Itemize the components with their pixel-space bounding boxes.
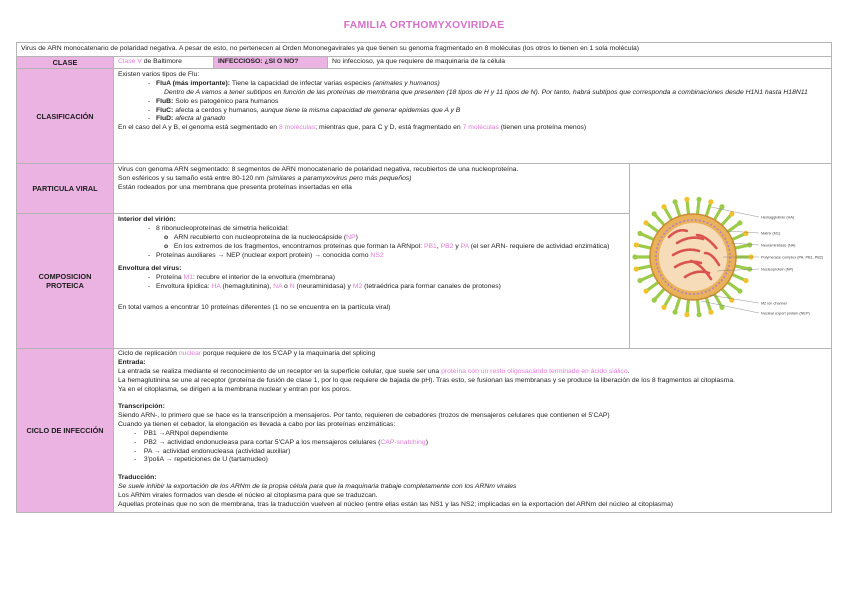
- particula-content: [114, 164, 630, 214]
- diagram-label: Polymerase complex (PA, PB1, PB2): [760, 255, 823, 260]
- spike-head: [661, 305, 666, 310]
- spike-head: [743, 278, 748, 283]
- interior-i1: - 8 ribonucleoproteínas de simetría helicoidal:: [148, 225, 289, 233]
- flud-italic: afecta al ganado: [173, 115, 226, 123]
- e2-na: NA: [273, 283, 283, 291]
- spike-stem: [734, 266, 748, 269]
- spike-stem: [721, 216, 730, 226]
- e1-a: Proteína: [155, 274, 184, 282]
- spike-stem: [675, 204, 679, 217]
- spike-stem: [641, 235, 654, 241]
- i1a-b: ): [355, 233, 358, 241]
- ciclo-c1: [118, 350, 827, 359]
- e2-e: (tetraédrica para formar canales de protones): [362, 283, 501, 291]
- trans-1: Siendo ARN-, lo primero que se hace es la transcripción a mensajeros. Por tanto, requieren de cebadores (trozos de mensajeros celulares que contienen el 5'CAP): [118, 412, 610, 420]
- spike-head: [661, 204, 666, 209]
- transcripcion-title: Transcripción:: [118, 403, 165, 411]
- spike-head: [643, 221, 648, 226]
- intro-text: Virus de ARN monocatenario de polaridad negativa. A pesar de esto, no pertenecen al Orden Mononegavirales ya que tienen su genoma fragmentado en 8 moléculas (los otros lo tienen en 1 sola molécula): [17, 43, 832, 57]
- clase-label: CLASE: [17, 56, 114, 68]
- i1b-a: En los extremos de los fragmentos, encontramos proteínas que forman la ARNpol:: [173, 242, 424, 250]
- trad-3: Aquellas proteínas que no son de membrana, tras la traducción vuelven al núcleo (entre ellas están las NS1 y las NS2; implicadas en la exportación del ARNm del núcleo al citoplasma): [118, 500, 674, 508]
- spike-stem: [647, 282, 658, 290]
- e2-a: Envoltura lipídica:: [155, 283, 212, 291]
- clase-highlight: Clase V: [118, 57, 142, 65]
- flud-item: - FluD: afecta al ganado: [148, 115, 226, 123]
- entrada-3: Ya en el citoplasma, se dirigen a la membrana nuclear y entran por los poros.: [118, 385, 351, 393]
- total-proteins: En total vamos a encontrar 10 proteínas diferentes (1 no se encuentra en la partícula viral): [118, 303, 391, 311]
- composicion-content: [114, 214, 630, 349]
- spike-head: [684, 197, 689, 202]
- particula-l3: Están rodeados por una membrana que presenta proteínas insertadas en ella: [118, 183, 352, 191]
- i1b-b: (el ser ARN- requiere de actividad enzimática): [468, 242, 610, 250]
- c1-a: Ciclo de replicación: [118, 350, 179, 358]
- spike-stem: [655, 289, 664, 299]
- e2-ha: HA: [211, 283, 221, 291]
- genome-c: (tienen una proteína menos): [498, 124, 587, 132]
- genome-a: En el caso del A y B, el genoma está segmentado en: [118, 124, 279, 132]
- en1-pink: proteína con un resto oligosacárido terminado en ácido siálico: [441, 367, 628, 375]
- i2-pink: NS2: [370, 251, 384, 259]
- trans-2: Cuando ya tienen el cebador, la elongación es llevada a cabo por las proteínas enzimáticas:: [118, 421, 396, 429]
- trad-2: Los ARNm virales formados van desde el núcleo al citoplasma para que se traduzcan.: [118, 491, 378, 499]
- clase-value: [114, 56, 214, 68]
- spike-stem: [697, 202, 698, 216]
- e2-n: N: [289, 283, 295, 291]
- infeccioso-value: No infeccioso, ya que requiere de maquinaria de la célula: [328, 56, 832, 68]
- i1b-pa: PA: [460, 242, 469, 250]
- entrada-1: [118, 368, 827, 377]
- spike-head: [632, 255, 637, 260]
- fluc-rest: afecta a cerdos y humanos,: [173, 106, 261, 114]
- spike-stem: [655, 216, 664, 226]
- diagram-label: Hemagglutinin (HA): [760, 215, 794, 220]
- t6-text: 3'poliA → repeticiones de U (tartamudeo): [143, 456, 268, 464]
- clasificacion-content: [114, 69, 832, 164]
- spike-head: [672, 310, 677, 315]
- genome-pink2: 7 moléculas: [462, 124, 499, 132]
- flub-item: - FluB: Solo es patogénico para humanos: [148, 97, 279, 105]
- spike-stem: [731, 235, 744, 241]
- interior-i1a: o ARN recubierto con nucleoproteína de la nucleocápside (NP): [164, 233, 358, 241]
- trans-3: - PB1 →ARNpol dependiente: [134, 429, 229, 437]
- spike-stem: [714, 294, 721, 306]
- spike-head: [696, 312, 701, 317]
- spike-stem: [638, 246, 652, 249]
- spike-head: [633, 243, 638, 248]
- particula-l2: [118, 175, 625, 184]
- particula-label: PARTICULA VIRAL: [17, 164, 114, 214]
- spike-head: [737, 289, 742, 294]
- e2-m2: M2: [352, 283, 363, 291]
- spike-stem: [647, 224, 658, 232]
- spike-stem: [665, 209, 672, 221]
- flub-bold: FluB:: [155, 97, 174, 105]
- envoltura-e2: - Envoltura lipídica: HA (hemaglutinina), NA o N (neuraminidasa) y M2 (tetraédrica para formar canales de protones): [148, 283, 501, 291]
- t4-b: ): [425, 438, 428, 446]
- fluc-item: - FluC: afecta a cerdos y humanos, aunque tiene la misma capacidad de generar epidemias que A y B: [148, 106, 461, 114]
- clasificacion-label: CLASIFICACIÓN: [17, 69, 114, 164]
- spike-stem: [697, 299, 698, 313]
- e2-c: o: [282, 283, 290, 291]
- interior-i1b: o En los extremos de los fragmentos, encontramos proteínas que forman la ARNpol: PB1, PB2 y PA (el ser ARN- requiere de actividad enzimática): [164, 242, 610, 250]
- fluc-bold: FluC:: [155, 106, 174, 114]
- spike-head: [633, 267, 638, 272]
- e1-b: : recubre el interior de la envoltura (membrana): [192, 274, 336, 282]
- spike-head: [643, 289, 648, 294]
- spike-stem: [726, 282, 737, 290]
- spike-stem: [714, 209, 721, 221]
- i1b-pb1: PB1: [423, 242, 437, 250]
- spike-head: [708, 310, 713, 315]
- t5-text: PA → actividad endonucleasa (actividad auxiliar): [143, 447, 291, 455]
- diagram-label: Nuclear export protein (NEP): [760, 311, 810, 316]
- spike-head: [708, 200, 713, 205]
- interior-i1-text: 8 ribonucleoproteínas de simetría helicoidal:: [155, 225, 289, 233]
- spike-head: [719, 204, 724, 209]
- genome-line: [118, 124, 827, 133]
- flua-bold: FluA (más importante):: [155, 80, 231, 88]
- i1b-pb2: PB2: [440, 242, 454, 250]
- flua-item: - FluA (más importante): Tiene la capacidad de infectar varias especies (animales y humanos): [148, 80, 440, 88]
- composicion-label: COMPOSICION PROTEICA: [17, 214, 114, 349]
- e2-b: (hemaglutinina),: [220, 283, 274, 291]
- spike-head: [747, 243, 752, 248]
- clasificacion-intro: Existen varios tipos de Flu:: [118, 71, 200, 79]
- fluc-italic: aunque tiene la misma capacidad de generar epidemias que A y B: [260, 106, 461, 114]
- spike-stem: [665, 294, 672, 306]
- flua-italic: (animales y humanos): [372, 80, 440, 88]
- diagram-label: M2 ion channel: [760, 301, 787, 306]
- spike-head: [684, 312, 689, 317]
- virion-core: [659, 223, 727, 291]
- genome-pink1: 8 moléculas: [278, 124, 316, 132]
- t4-a: PB2 → actividad endonucleasa para cortar 5'CAP a los mensajeros celulares (: [143, 438, 381, 446]
- i2-a: Proteínas auxiliares → NEP (nuclear export protein) → conocida como: [155, 251, 371, 259]
- spike-stem: [731, 274, 744, 280]
- particula-l1: Virus con genoma ARN segmentado: 8 segmentos de ARN monocatenario de polaridad negativa, recubiertos de una nucleoproteína.: [118, 166, 519, 174]
- i1a-pink: NP: [346, 233, 356, 241]
- envoltura-e1: - Proteína M1: recubre el interior de la envoltura (membrana): [148, 274, 336, 282]
- t4-pink: CAP-snatching: [380, 438, 426, 446]
- trans-6: - 3'poliA → repeticiones de U (tartamudeo): [134, 456, 268, 464]
- entrada-2: La hemaglutinina se une al receptor (proteína de fusión de clase 1, por lo que requiere de bajada de pH). Tras esto, se fusionan las membranas y se produce la liberación de los 8 fragmentos al citoplasma.: [118, 376, 735, 384]
- genome-b: ; mientras que, para C y D, está fragmentado en: [315, 124, 463, 132]
- flud-bold: FluD:: [155, 115, 174, 123]
- spike-stem: [687, 202, 688, 216]
- label-leader-line: [727, 231, 759, 233]
- envoltura-title: Envoltura del virus:: [118, 265, 182, 273]
- spike-stem: [641, 274, 654, 280]
- t3-text: PB1 →ARNpol dependiente: [143, 429, 229, 437]
- spike-head: [743, 231, 748, 236]
- flua-detail: Dentro de A vamos a tener subtipos en función de las proteínas de membrana que presenten (18 tipos de H y 11 tipos de N). Por tanto, habrá subtipos que corresponda a combinaciones desde H1N1 hasta H18N11: [164, 88, 808, 96]
- spike-head: [637, 278, 642, 283]
- entrada-title: Entrada:: [118, 359, 146, 367]
- spike-stem: [705, 204, 709, 217]
- infeccioso-label: INFECCIOSO: ¿SI O NO?: [214, 56, 328, 68]
- c1-b: porque requiere de los 5'CAP y la maquinaria del splicing: [201, 350, 376, 358]
- ciclo-label: CICLO DE INFECCIÓN: [17, 349, 114, 512]
- diagram-label: Neuraminidase (NA): [760, 243, 795, 248]
- page-title: FAMILIA ORTHOMYXOVIRIDAE: [343, 19, 505, 31]
- spike-stem: [705, 297, 709, 310]
- spike-head: [747, 267, 752, 272]
- clase-rest: de Baltimore: [141, 57, 182, 65]
- spike-head: [737, 221, 742, 226]
- flua-rest: Tiene la capacidad de infectar varias especies: [230, 80, 373, 88]
- trans-4: - PB2 → actividad endonucleasa para cortar 5'CAP a los mensajeros celulares (CAP-snatching): [134, 438, 428, 446]
- c1-pink: nuclear: [178, 350, 202, 358]
- diagram-label: Matrix (M1): [760, 231, 780, 236]
- spike-head: [729, 212, 734, 217]
- interior-title: Interior del virión:: [118, 216, 176, 224]
- interior-i2: - Proteínas auxiliares → NEP (nuclear export protein) → conocida como NS2: [148, 251, 384, 259]
- flub-rest: Solo es patogénico para humanos: [173, 97, 279, 105]
- spike-head: [696, 197, 701, 202]
- trans-5: - PA → actividad endonucleasa (actividad auxiliar): [134, 447, 291, 455]
- diagram-label: Nucleoprotein (NP): [760, 267, 793, 272]
- e1-pink: M1: [183, 274, 193, 282]
- spike-head: [651, 212, 656, 217]
- e2-d: (neuraminidasa) y: [294, 283, 353, 291]
- particula-l2b: (similares a paramyxovirus pero más pequeños): [266, 175, 412, 183]
- traduccion-title: Traducción:: [118, 474, 157, 482]
- en1-b: .: [627, 367, 630, 375]
- virus-diagram-cell: [630, 164, 832, 349]
- spike-stem: [687, 299, 688, 313]
- influenza-virion-diagram: [631, 171, 831, 341]
- spike-head: [651, 298, 656, 303]
- trad-1: Se suele inhibir la exportación de los ARNm de la propia célula para que la maquinaria trabaje completamente con los ARNm virales: [118, 483, 517, 491]
- virus-table: [16, 42, 832, 513]
- particula-l2a: Son esféricos y su tamaño está entre 80-120 nm: [118, 175, 267, 183]
- spike-stem: [734, 246, 748, 249]
- en1-a: La entrada se realiza mediante el reconocimiento de un receptor en la superficie celular, que suele ser una: [118, 367, 442, 375]
- ciclo-content: [114, 349, 832, 512]
- i1a-a: ARN recubierto con nucleoproteína de la nucleocápside (: [173, 233, 347, 241]
- spike-head: [637, 231, 642, 236]
- virus-diagram: [630, 171, 831, 341]
- spike-stem: [638, 266, 652, 269]
- spike-stem: [675, 297, 679, 310]
- spike-head: [672, 200, 677, 205]
